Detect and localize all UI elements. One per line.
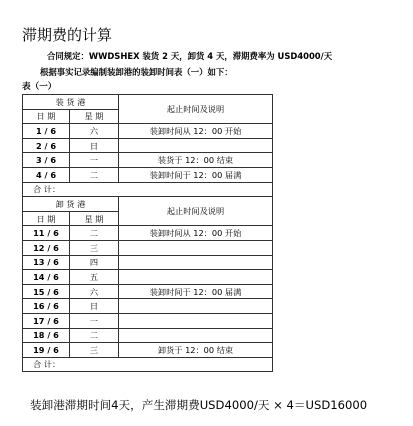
- weekday-cell: 日: [70, 299, 119, 314]
- date-cell: 12 / 6: [23, 240, 70, 255]
- laytime-table-body: [23, 95, 273, 372]
- table-row: [23, 138, 273, 153]
- discharging-remarks-header: 起止时间及说明: [119, 197, 273, 226]
- date-cell: 19 / 6: [23, 343, 70, 358]
- note-cell: [119, 299, 273, 314]
- date-cell: 16 / 6: [23, 299, 70, 314]
- discharging-header-row: [23, 197, 273, 212]
- note-cell: [119, 270, 273, 285]
- contract-terms: 合同规定：WWDSHEX 装货 2 天，卸货 4 天，滞期费率为 USD4000/天: [47, 51, 333, 61]
- date-cell: 13 / 6: [23, 255, 70, 270]
- note-cell: 装卸时间于 12：00 届满: [119, 167, 273, 182]
- discharging-total-row: [23, 357, 273, 372]
- loading-col-date: 日 期: [23, 109, 70, 124]
- note-cell: [119, 255, 273, 270]
- loading-remarks-header: 起止时间及说明: [119, 95, 273, 124]
- table-row: [23, 226, 273, 241]
- loading-header-row: [23, 95, 273, 110]
- laytime-table: [22, 94, 273, 372]
- discharging-total-value: [119, 357, 273, 372]
- note-cell: 装卸时间于 12：00 届满: [119, 284, 273, 299]
- table-row: [23, 153, 273, 168]
- date-cell: 17 / 6: [23, 313, 70, 328]
- date-cell: 1 / 6: [23, 124, 70, 139]
- weekday-cell: 一: [70, 153, 119, 168]
- weekday-cell: 二: [70, 167, 119, 182]
- loading-header: 装 货 港: [23, 95, 119, 110]
- note-cell: [119, 138, 273, 153]
- note-cell: 装卸时间从 12：00 开始: [119, 124, 273, 139]
- table-row: [23, 167, 273, 182]
- weekday-cell: 日: [70, 138, 119, 153]
- table-row: [23, 313, 273, 328]
- date-cell: 15 / 6: [23, 284, 70, 299]
- table-row: [23, 343, 273, 358]
- table-row: [23, 255, 273, 270]
- weekday-cell: 五: [70, 270, 119, 285]
- table-label: 表（一）: [22, 82, 57, 92]
- table-row: [23, 284, 273, 299]
- loading-col-weekday: 星 期: [70, 109, 119, 124]
- loading-total-row: [23, 182, 273, 197]
- loading-total-value: [119, 182, 273, 197]
- date-cell: 14 / 6: [23, 270, 70, 285]
- date-cell: 3 / 6: [23, 153, 70, 168]
- date-cell: 18 / 6: [23, 328, 70, 343]
- table-intro: 根据事实记录编制装卸港的装卸时间表（一）如下：: [40, 67, 233, 77]
- table-row: [23, 240, 273, 255]
- note-cell: 卸货于 12：00 结束: [119, 343, 273, 358]
- weekday-cell: 六: [70, 124, 119, 139]
- weekday-cell: 二: [70, 226, 119, 241]
- discharging-col-weekday: 星 期: [70, 211, 119, 226]
- loading-total-label: 合 计：: [23, 182, 119, 197]
- weekday-cell: 二: [70, 328, 119, 343]
- note-cell: [119, 313, 273, 328]
- weekday-cell: 一: [70, 313, 119, 328]
- demurrage-summary: 装卸港滞期时间4天，产生滞期费USD4000/天 × 4＝USD16000: [30, 398, 368, 412]
- weekday-cell: 六: [70, 284, 119, 299]
- note-cell: [119, 240, 273, 255]
- table-row: [23, 270, 273, 285]
- discharging-total-label: 合 计：: [23, 357, 119, 372]
- date-cell: 4 / 6: [23, 167, 70, 182]
- table-row: [23, 299, 273, 314]
- note-cell: 装卸时间从 12：00 开始: [119, 226, 273, 241]
- note-cell: [119, 328, 273, 343]
- weekday-cell: 三: [70, 343, 119, 358]
- weekday-cell: 三: [70, 240, 119, 255]
- note-cell: 装货于 12：00 结束: [119, 153, 273, 168]
- discharging-header: 卸 货 港: [23, 197, 119, 212]
- table-row: [23, 124, 273, 139]
- table-row: [23, 328, 273, 343]
- weekday-cell: 四: [70, 255, 119, 270]
- date-cell: 11 / 6: [23, 226, 70, 241]
- discharging-col-date: 日 期: [23, 211, 70, 226]
- date-cell: 2 / 6: [23, 138, 70, 153]
- page-title: 滞期费的计算: [22, 26, 113, 44]
